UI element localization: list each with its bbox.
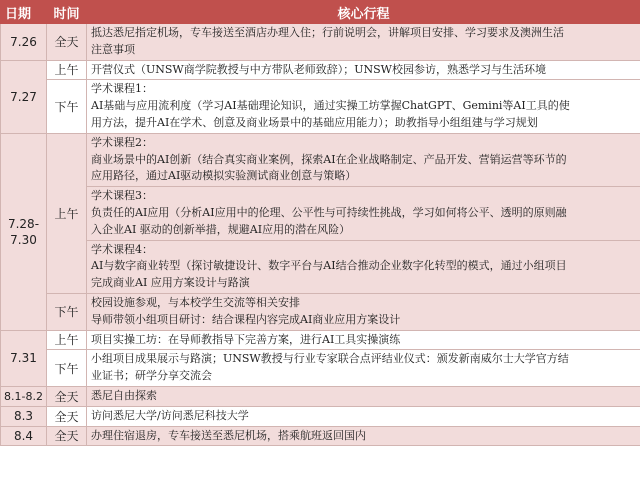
itinerary-cell	[87, 60, 640, 80]
table-row	[1, 80, 640, 133]
time-cell: 全天	[47, 386, 87, 406]
time-cell: 上午	[47, 60, 87, 80]
itinerary-line: AI基础与应用流利度（学习AI基础理论知识，通过实操工坊掌握ChatGPT、Gemini等AI工具的使	[91, 99, 570, 113]
itinerary-line: 办理住宿退房，专车接送至悉尼机场，搭乘航班返回国内	[91, 428, 366, 442]
itinerary-line: 商业场景中的AI创新（结合真实商业案例，探索AI在企业战略制定、产品开发、营销运营等环节的	[91, 152, 567, 166]
itinerary-line: 项目实操工坊：在导师教指导下完善方案，进行AI工具实操演练	[91, 332, 401, 346]
table-row	[1, 386, 640, 406]
itinerary-line: 负责任的AI应用（分析AI应用中的伦理、公平性与可持续性挑战，学习如何将公平、透明的原则融	[91, 205, 567, 219]
itinerary-cell	[87, 240, 640, 293]
itinerary-cell	[87, 406, 640, 426]
time-cell: 下午	[47, 350, 87, 387]
itinerary-line: 注意事项	[91, 42, 135, 56]
header-row	[1, 1, 640, 24]
table-row	[1, 60, 640, 80]
itinerary-line: 学术课程4：	[91, 242, 153, 256]
itinerary-line: AI与数字商业转型（探讨敏捷设计、数字平台与AI结合推动企业数字化转型的模式，通过小组项目	[91, 259, 567, 273]
time-cell: 上午	[47, 133, 87, 293]
time-cell: 上午	[47, 330, 87, 350]
header-itinerary: 核心行程	[87, 1, 640, 24]
itinerary-line: 用方法，提升AI在学术、创意及商业场景中的基础应用能力）；助教指导小组组建与学习规划	[91, 115, 538, 129]
itinerary-line: 抵达悉尼指定机场，专车接送至酒店办理入住；行前说明会，讲解项目安排、学习要求及澳洲生活	[91, 26, 564, 39]
table-row	[1, 330, 640, 350]
table-row	[1, 293, 640, 330]
itinerary-cell	[87, 133, 640, 186]
date-cell: 8.4	[1, 426, 47, 446]
itinerary-line: 访问悉尼大学/访问悉尼科技大学	[91, 408, 249, 422]
date-line: 7.28-	[7, 216, 40, 231]
date-cell: 7.26	[1, 24, 47, 61]
itinerary-cell	[87, 24, 640, 61]
table-row	[1, 406, 640, 426]
table-row	[1, 187, 640, 240]
itinerary-line: 开营仪式（UNSW商学院教授与中方带队老师致辞）；UNSW校园参访，熟悉学习与生活环境	[91, 62, 546, 76]
table-row	[1, 350, 640, 387]
itinerary-line: 小组项目成果展示与路演；UNSW教授与行业专家联合点评结业仪式：颁发新南威尔士大学官方结	[91, 352, 569, 366]
date-cell: 7.27	[1, 60, 47, 133]
itinerary-cell	[87, 330, 640, 350]
time-cell: 下午	[47, 293, 87, 330]
time-cell: 全天	[47, 406, 87, 426]
itinerary-cell	[87, 293, 640, 330]
itinerary-line: 完成商业AI 应用方案设计与路演	[91, 276, 250, 290]
itinerary-cell	[87, 386, 640, 406]
date-line: 7.30	[10, 232, 37, 247]
itinerary-line: 学术课程2：	[91, 135, 153, 149]
itinerary-line: 学术课程3：	[91, 189, 153, 203]
table-row	[1, 240, 640, 293]
date-cell: 8.3	[1, 406, 47, 426]
table-row	[1, 426, 640, 446]
header-date: 日期	[1, 1, 47, 24]
time-cell: 下午	[47, 80, 87, 133]
itinerary-line: 应用路径，通过AI驱动模拟实验测试商业创意与策略）	[91, 169, 357, 183]
date-cell	[1, 133, 47, 330]
itinerary-cell	[87, 187, 640, 240]
table-row	[1, 133, 640, 186]
itinerary-line: 导师带领小组项目研讨：结合课程内容完成AI商业应用方案设计	[91, 312, 401, 326]
time-cell: 全天	[47, 426, 87, 446]
itinerary-cell	[87, 80, 640, 133]
itinerary-line: 业证书；研学分享交流会	[91, 369, 212, 383]
date-cell: 8.1-8.2	[1, 386, 47, 406]
itinerary-cell	[87, 426, 640, 446]
itinerary-cell	[87, 350, 640, 387]
itinerary-line: 入企业AI 驱动的创新举措，规避AI应用的潜在风险）	[91, 222, 351, 236]
itinerary-line: 悉尼自由探索	[91, 388, 157, 402]
date-cell: 7.31	[1, 330, 47, 386]
header-time: 时间	[47, 1, 87, 24]
time-cell: 全天	[47, 24, 87, 61]
table-row	[1, 24, 640, 61]
itinerary-line: 校园设施参观，与本校学生交流等相关安排	[91, 295, 300, 309]
itinerary-line: 学术课程1：	[91, 82, 153, 96]
